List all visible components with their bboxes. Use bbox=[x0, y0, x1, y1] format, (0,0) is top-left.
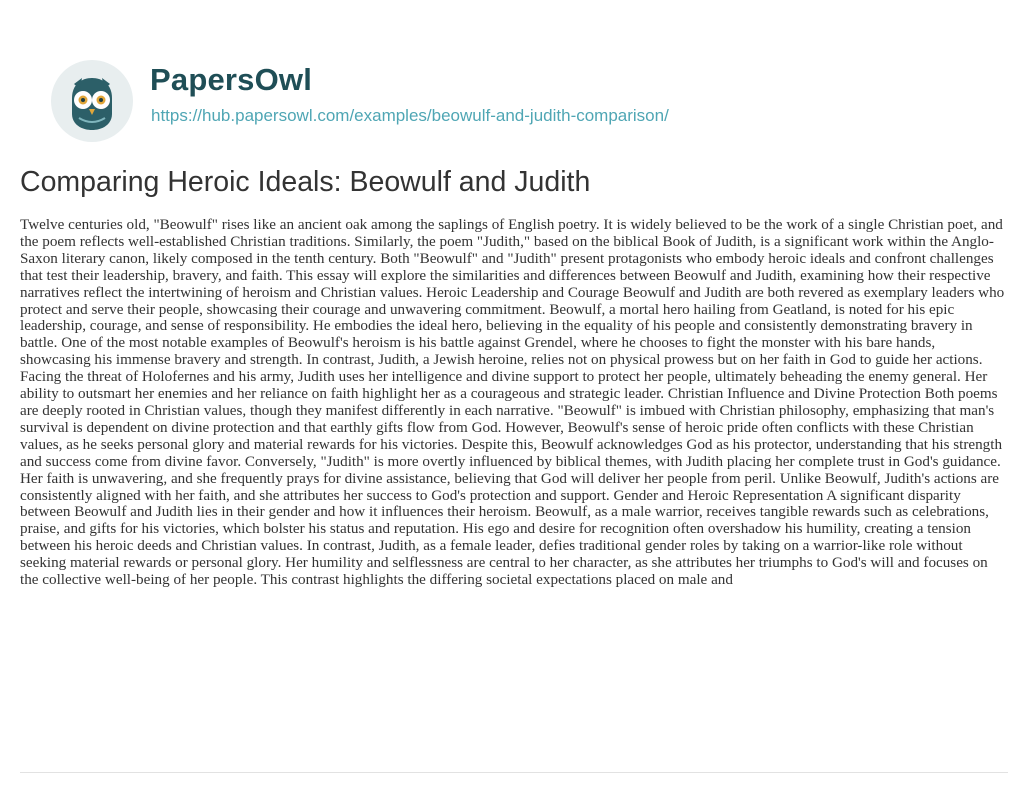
brand-name[interactable]: PapersOwl bbox=[150, 62, 313, 97]
divider bbox=[20, 772, 1008, 773]
site-header bbox=[49, 58, 989, 138]
page-url[interactable]: https://hub.papersowl.com/examples/beowulf-and-judith-comparison/ bbox=[151, 106, 669, 125]
owl-icon bbox=[49, 58, 135, 144]
essay-title: Comparing Heroic Ideals: Beowulf and Judith bbox=[20, 166, 591, 198]
essay-body: Twelve centuries old, "Beowulf" rises like an ancient oak among the saplings of English poetry. It is widely believed to be the work of a single Christian poet, and the poem reflects well-established Christian traditions. Similarly, the poem "Judith," based on the biblical Book of Judith, is a significant work within the Anglo-Saxon literary canon, likely composed in the tenth century. Both "Beowulf" and "Judith" present protagonists who embody heroic ideals and confront challenges that test their leadership, bravery, and faith. This essay will explore the similarities and differences between Beowulf and Judith, examining how their respective narratives reflect the intertwining of heroism and Christian values. Heroic Leadership and Courage Beowulf and Judith are both revered as exemplary leaders who protect and serve their people, showcasing their courage and unwavering commitment. Beowulf, a mortal hero hailing from Geatland, is noted for his epic leadership, courage, and sense of responsibility. He embodies the ideal hero, believing in the equality of his people and consistently demonstrating bravery in battle. One of the most notable examples of Beowulf's heroism is his battle against Grendel, where he chooses to fight the monster with his bare hands, showcasing his immense bravery and strength. In contrast, Judith, a Jewish heroine, relies not on physical prowess but on her faith in God to guide her actions. Facing the threat of Holofernes and his army, Judith uses her intelligence and divine support to protect her people, ultimately beheading the enemy general. Her ability to outsmart her enemies and her reliance on faith highlight her as a courageous and strategic leader. Christian Influence and Divine Protection Both poems are deeply rooted in Christian values, though they manifest differently in each narrative. "Beowulf" is imbued with Christian philosophy, emphasizing that man's survival is dependent on divine protection and that earthly gifts flow from God. However, Beowulf's sense of heroic pride often conflicts with these Christian values, as he seeks personal glory and material rewards for his victories. Despite this, Beowulf acknowledges God as his protector, understanding that his strength and success come from divine favor. Conversely, "Judith" is more overtly influenced by biblical themes, with Judith placing her complete trust in God's guidance. Her faith is unwavering, and she frequently prays for divine assistance, believing that God will deliver her people from peril. Unlike Beowulf, Judith's actions are consistently aligned with her faith, and she attributes her success to God's protection and support. Gender and Heroic Representation A significant disparity between Beowulf and Judith lies in their gender and how it influences their heroism. Beowulf, as a male warrior, receives tangible rewards such as celebrations, praise, and gifts for his victories, which bolster his status and reputation. His ego and desire for recognition often overshadow his humility, creating a tension between his heroic deeds and Christian values. In contrast, Judith, as a female leader, defies traditional gender roles by taking on a warrior-like role without seeking material rewards or personal glory. Her humility and selflessness are central to her character, as she attributes her triumphs to God's will and focuses on the collective well-being of her people. This contrast highlights the differing societal expectations placed on male and bbox=[20, 216, 1005, 589]
